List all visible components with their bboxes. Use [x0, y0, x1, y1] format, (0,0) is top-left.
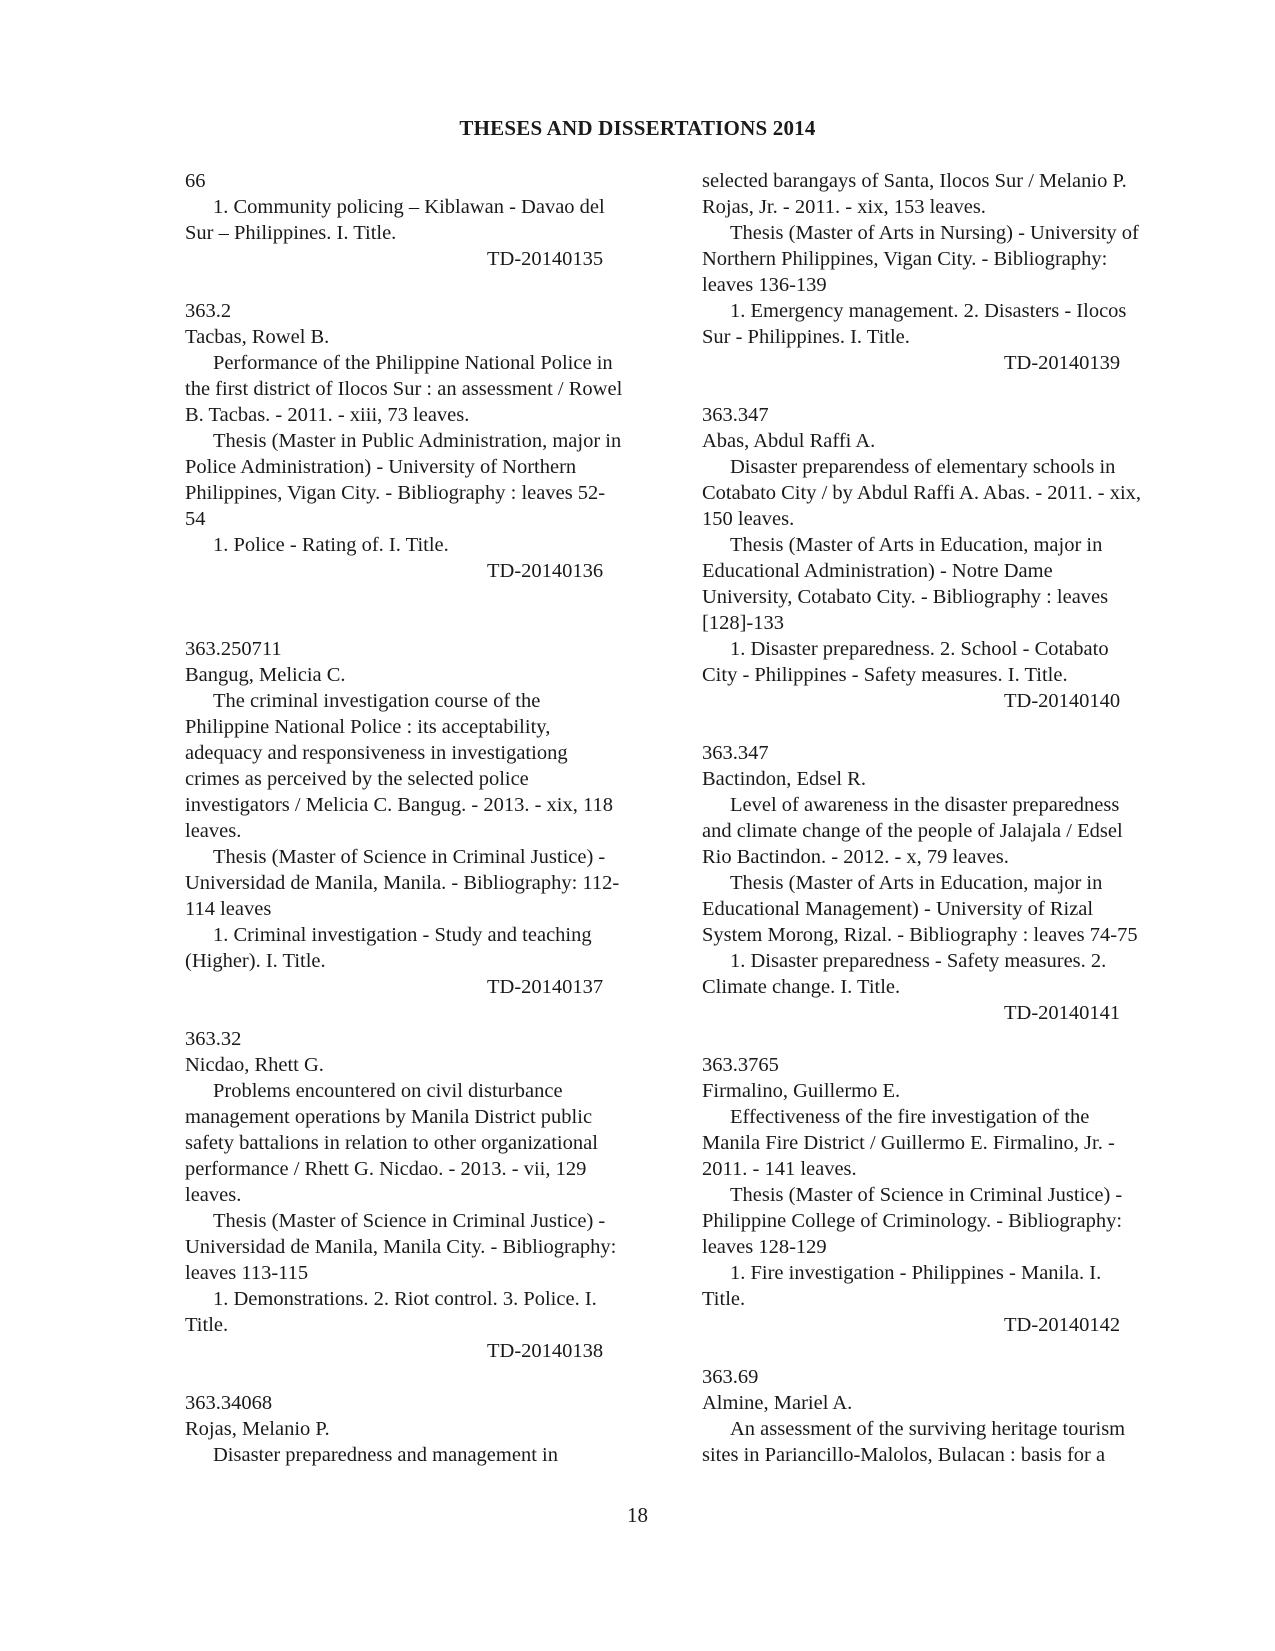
entry-line: 114 leaves: [185, 898, 272, 920]
entry-line: 1. Police - Rating of. I. Title.: [213, 534, 449, 556]
entry-line: Philippine National Police : its acceptability,: [185, 716, 551, 738]
entry-line: leaves.: [185, 820, 242, 842]
entry-line: Northern Philippines, Vigan City. - Bibliography:: [702, 248, 1108, 270]
entry-line: B. Tacbas. - 2011. - xiii, 73 leaves.: [185, 404, 470, 426]
call-number: 363.347: [702, 742, 769, 764]
call-number: 363.32: [185, 1028, 242, 1050]
entry-line: leaves 136-139: [702, 274, 827, 296]
entry-line: Thesis (Master of Science in Criminal Justice) -: [730, 1184, 1123, 1206]
entry-line: Climate change. I. Title.: [702, 976, 901, 998]
call-number: 363.2: [185, 300, 232, 322]
entry-line: Educational Management) - University of Rizal: [702, 898, 1094, 920]
entry-line: leaves.: [185, 1184, 242, 1206]
entry-line: Universidad de Manila, Manila. - Bibliography: 112-: [185, 872, 620, 894]
entry-line: leaves 128-129: [702, 1236, 827, 1258]
entry-line: The criminal investigation course of the: [213, 690, 541, 712]
entry-line: System Morong, Rizal. - Bibliography : leaves 74-75: [702, 924, 1138, 946]
entry-line: Philippines, Vigan City. - Bibliography : leaves 52-: [185, 482, 606, 504]
accession-number: TD-20140140: [1004, 690, 1121, 712]
call-number: 363.347: [702, 404, 769, 426]
entry-line: 54: [185, 508, 206, 530]
entry-line: Sur - Philippines. I. Title.: [702, 326, 910, 348]
entry-line: Rio Bactindon. - 2012. - x, 79 leaves.: [702, 846, 1009, 868]
accession-number: TD-20140135: [487, 248, 604, 270]
entry-line: 1. Disaster preparedness. 2. School - Cotabato: [730, 638, 1109, 660]
entry-line: 150 leaves.: [702, 508, 795, 530]
entry-line: 1. Community policing – Kiblawan - Davao del: [213, 196, 605, 218]
entry-line: selected barangays of Santa, Ilocos Sur / Melanio P.: [702, 170, 1127, 192]
entry-line: Title.: [702, 1288, 746, 1310]
accession-number: TD-20140138: [487, 1340, 604, 1362]
entry-line: safety battalions in relation to other organizational: [185, 1132, 598, 1154]
author: Nicdao, Rhett G.: [185, 1054, 324, 1076]
entry-line: the first district of Ilocos Sur : an assessment / Rowel: [185, 378, 623, 400]
call-number: 363.3765: [702, 1054, 779, 1076]
entry-line: performance / Rhett G. Nicdao. - 2013. - vii, 129: [185, 1158, 587, 1180]
author: Almine, Mariel A.: [702, 1392, 853, 1414]
entry-line: Effectiveness of the fire investigation of the: [730, 1106, 1090, 1128]
author: Bangug, Melicia C.: [185, 664, 346, 686]
author: Rojas, Melanio P.: [185, 1418, 330, 1440]
accession-number: TD-20140141: [1004, 1002, 1121, 1024]
entry-line: [128]-133: [702, 612, 784, 634]
author: Bactindon, Edsel R.: [702, 768, 866, 790]
page-number: 18: [627, 1503, 648, 1527]
entry-line: Universidad de Manila, Manila City. - Bibliography:: [185, 1236, 617, 1258]
entry-line: 1. Disaster preparedness - Safety measures. 2.: [730, 950, 1107, 972]
entry-line: 1. Demonstrations. 2. Riot control. 3. Police. I.: [213, 1288, 597, 1310]
author: Firmalino, Guillermo E.: [702, 1080, 901, 1102]
left-column: [185, 168, 675, 1468]
entry-line: adequacy and responsiveness in investigationg: [185, 742, 568, 764]
entry-line: Thesis (Master of Arts in Education, major in: [730, 872, 1103, 894]
entry-line: 1. Fire investigation - Philippines - Manila. I.: [730, 1262, 1102, 1284]
entry-line: Rojas, Jr. - 2011. - xix, 153 leaves.: [702, 196, 986, 218]
call-number: 363.250711: [185, 638, 282, 660]
entry-line: (Higher). I. Title.: [185, 950, 326, 972]
entry-line: 2011. - 141 leaves.: [702, 1158, 857, 1180]
entry-line: management operations by Manila District public: [185, 1106, 593, 1128]
entry-line: investigators / Melicia C. Bangug. - 2013. - xix, 118: [185, 794, 613, 816]
entry-line: Problems encountered on civil disturbance: [213, 1080, 563, 1102]
entry-line: sites in Pariancillo-Malolos, Bulacan : basis for a: [702, 1444, 1106, 1466]
entry-line: Cotabato City / by Abdul Raffi A. Abas. - 2011. - xix,: [702, 482, 1142, 504]
entry-line: crimes as perceived by the selected police: [185, 768, 529, 790]
entry-line: 1. Emergency management. 2. Disasters - Ilocos: [730, 300, 1127, 322]
entry-line: Police Administration) - University of Northern: [185, 456, 577, 478]
entry-line: Thesis (Master of Arts in Education, major in: [730, 534, 1103, 556]
entry-line: City - Philippines - Safety measures. I. Title.: [702, 664, 1068, 686]
entry-line: leaves 113-115: [185, 1262, 309, 1284]
entry-line: 1. Criminal investigation - Study and teaching: [213, 924, 592, 946]
entry-line: Philippine College of Criminology. - Bibliography:: [702, 1210, 1123, 1232]
entry-line: Disaster preparedness and management in: [213, 1444, 558, 1466]
entry-line: Thesis (Master of Science in Criminal Justice) -: [213, 1210, 606, 1232]
accession-number: TD-20140142: [1004, 1314, 1121, 1336]
entry-line: Thesis (Master in Public Administration, major in: [213, 430, 622, 452]
entry-line: Thesis (Master of Arts in Nursing) - University of: [730, 222, 1139, 244]
entry-line: and climate change of the people of Jalajala / Edsel: [702, 820, 1123, 842]
entry-line: Thesis (Master of Science in Criminal Justice) -: [213, 846, 606, 868]
entry-line: Educational Administration) - Notre Dame: [702, 560, 1053, 582]
accession-number: TD-20140136: [487, 560, 604, 582]
author: Tacbas, Rowel B.: [185, 326, 330, 348]
call-number: 363.34068: [185, 1392, 273, 1414]
page-title: THESES AND DISSERTATIONS 2014: [459, 116, 816, 140]
right-column: [702, 168, 1197, 1468]
entry-line: Level of awareness in the disaster preparedness: [730, 794, 1120, 816]
entry-line: Manila Fire District / Guillermo E. Firmalino, Jr. -: [702, 1132, 1115, 1154]
entry-line: Title.: [185, 1314, 229, 1336]
author: Abas, Abdul Raffi A.: [702, 430, 876, 452]
entry-line: Sur – Philippines. I. Title.: [185, 222, 397, 244]
entry-line: Disaster preparendess of elementary schools in: [730, 456, 1116, 478]
call-number: 363.69: [702, 1366, 759, 1388]
accession-number: TD-20140139: [1004, 352, 1121, 374]
entry-line: 66: [185, 170, 206, 192]
entry-line: Performance of the Philippine National Police in: [213, 352, 613, 374]
entry-line: University, Cotabato City. - Bibliography : leaves: [702, 586, 1109, 608]
entry-line: An assessment of the surviving heritage tourism: [730, 1418, 1126, 1440]
accession-number: TD-20140137: [487, 976, 604, 998]
